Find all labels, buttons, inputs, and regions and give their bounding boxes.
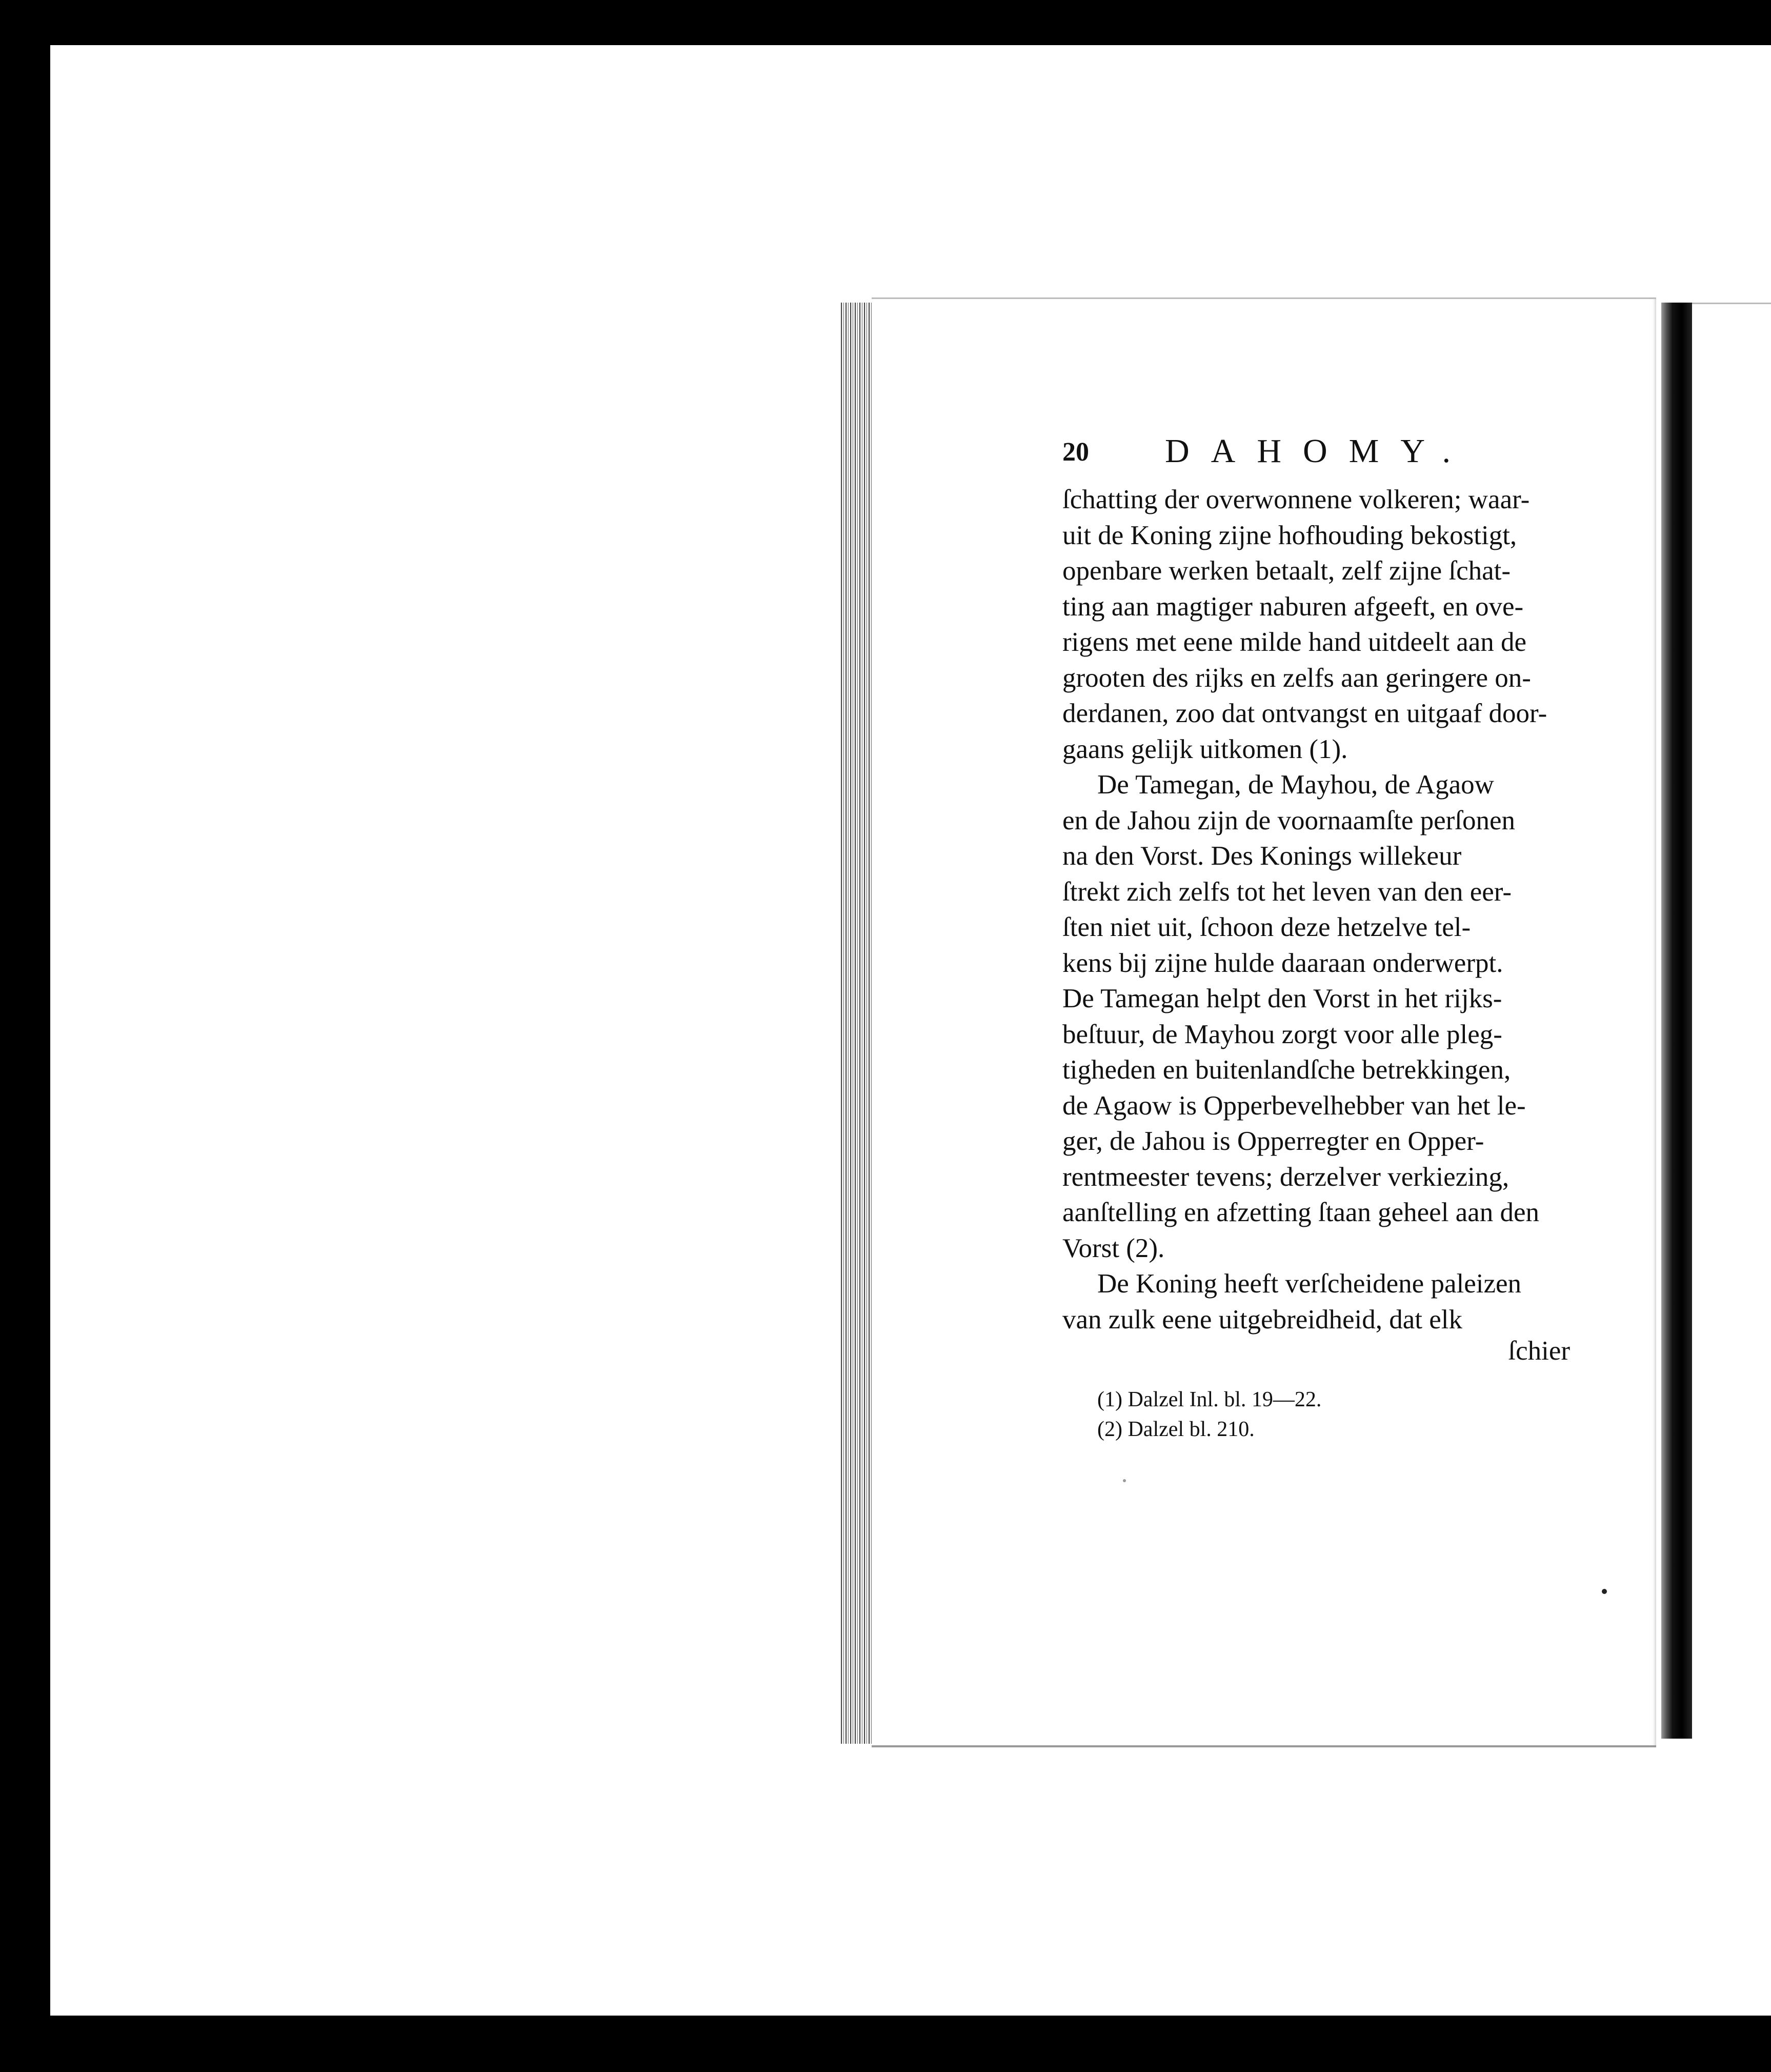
scan-speck [1123,1479,1126,1482]
page-edges [841,303,872,1744]
running-title: DAHOMY. [1165,432,1472,470]
text-line: gaans gelijk uitkomen (1). [1062,734,1348,764]
text-line: en de Jahou zijn de voornaamſte perſonen [1062,805,1516,835]
text-line: ger, de Jahou is Opperregter en Opper- [1062,1126,1484,1156]
text-line: rigens met eene milde hand uitdeelt aan de [1062,627,1527,657]
text-line: openbare werken betaalt, zelf zijne ſchat- [1062,556,1511,586]
text-line: kens bij zijne hulde daaraan onderwerpt. [1062,948,1503,978]
text-line: derdanen, zoo dat ontvangst en uitgaaf door- [1062,699,1547,728]
text-line: grooten des rijks en zelfs aan geringere on- [1062,663,1531,693]
text-line: tigheden en buitenlandſche betrekkingen, [1062,1055,1511,1085]
film-edge-notch [41,1621,50,1635]
text-line: De Tamegan, de Mayhou, de Agaow [1097,770,1494,800]
body-text [1062,482,1570,1338]
text-line: uit de Koning zijne hofhouding bekostigt, [1062,520,1517,550]
footnotes [1097,1385,1559,1444]
text-line: ſtrekt zich zelfs tot het leven van den eer- [1062,876,1512,907]
page-number: 20 [1062,437,1089,467]
text-line: De Tamegan helpt den Vorst in het rijks- [1062,984,1502,1013]
film-edge-notch [41,605,50,620]
film-border-left [0,0,15,2072]
book-gutter [1661,303,1692,1739]
running-head [1062,432,1472,478]
facing-page-edge [1692,303,1771,1740]
text-line: ſten niet uit, ſchoon deze hetzelve tel- [1062,912,1471,942]
text-line: De Koning heeft verſcheidene paleizen [1097,1269,1521,1299]
scan-speck [1602,1589,1607,1594]
text-line: de Agaow is Opperbevelhebber van het le- [1062,1090,1526,1121]
text-line: aanſtelling en afzetting ſtaan geheel aan den [1062,1198,1539,1227]
text-line: Vorst (2). [1062,1233,1165,1263]
text-line: na den Vorst. Des Konings willekeur [1062,841,1462,871]
footnote: (1) Dalzel Inl. bl. 19—22. [1097,1388,1322,1411]
text-line: van zulk eene uitgebreidheid, dat elk [1062,1304,1462,1334]
text-line: ſchatting der overwonnene volkeren; waar- [1062,485,1530,514]
footnote: (2) Dalzel bl. 210. [1097,1418,1255,1441]
text-line: ting aan magtiger naburen afgeeft, en ove- [1062,591,1524,622]
text-line: beſtuur, de Mayhou zorgt voor alle pleg- [1062,1019,1502,1049]
text-line: rentmeester tevens; derzelver verkiezing, [1062,1162,1510,1192]
catchword: ſchier [1508,1336,1570,1366]
